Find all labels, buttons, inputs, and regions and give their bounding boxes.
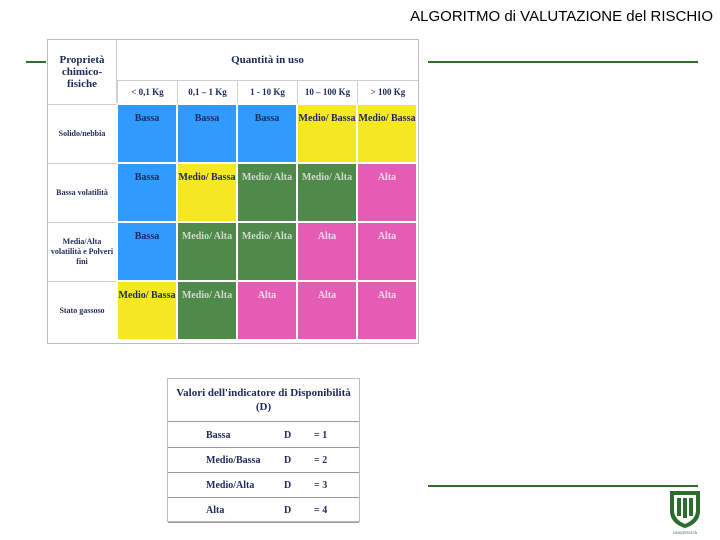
top-right-rule: [428, 61, 698, 63]
legend-row: [168, 422, 359, 448]
university-crest-icon: [668, 489, 702, 529]
quantity-col-header: 0,1 – 1 Kg: [177, 81, 237, 103]
quantity-col-header: 10 – 100 Kg: [297, 81, 357, 103]
row-label: Media/Alta volatilità e Polveri fini: [48, 222, 116, 281]
matrix-cell: Alta: [357, 281, 417, 340]
legend-code: D: [284, 455, 292, 466]
quantity-header: Quantità in uso: [117, 40, 418, 81]
legend-row: [168, 472, 359, 498]
matrix-cell: Bassa: [237, 104, 297, 163]
legend-row: [168, 497, 359, 523]
property-header: Proprietà chimico-fisiche: [48, 40, 117, 103]
matrix-cell: Alta: [297, 222, 357, 281]
matrix-cell: Medio/ Alta: [297, 163, 357, 222]
bottom-right-rule: [428, 485, 698, 487]
matrix-cell: Bassa: [117, 163, 177, 222]
legend-value: = 4: [314, 505, 328, 516]
matrix-cell: Medio/ Bassa: [357, 104, 417, 163]
matrix-cell: Alta: [237, 281, 297, 340]
matrix-cell: Medio/ Alta: [177, 281, 237, 340]
matrix-cell: Medio/ Alta: [177, 222, 237, 281]
legend-value: = 3: [314, 480, 328, 491]
quantity-col-header: 1 - 10 Kg: [237, 81, 297, 103]
row-label: Bassa volatilità: [48, 163, 116, 222]
legend-level-name: Medio/Bassa: [206, 455, 261, 466]
legend-title: Valori dell'indicatore di Disponibilità (D): [168, 379, 359, 422]
matrix-cell: Bassa: [117, 104, 177, 163]
matrix-cell: Medio/ Alta: [237, 163, 297, 222]
legend-code: D: [284, 480, 292, 491]
quantity-col-header: > 100 Kg: [357, 81, 418, 103]
matrix-cell: Medio/ Alta: [237, 222, 297, 281]
matrix-cell: Medio/ Bassa: [117, 281, 177, 340]
matrix-cell: Medio/ Bassa: [297, 104, 357, 163]
matrix-cell: Bassa: [117, 222, 177, 281]
matrix-cell: Bassa: [177, 104, 237, 163]
slide-title: ALGORITMO di VALUTAZIONE del RISCHIO: [410, 8, 713, 25]
legend-level-name: Bassa: [206, 430, 231, 441]
matrix-cell: Medio/ Bassa: [177, 163, 237, 222]
legend-value: = 2: [314, 455, 328, 466]
matrix-cell: Alta: [357, 163, 417, 222]
legend-value: = 1: [314, 430, 328, 441]
legend-level-name: Medio/Alta: [206, 480, 255, 491]
legend-level-name: Alta: [206, 505, 225, 516]
quantity-col-header: < 0,1 Kg: [117, 81, 177, 103]
availability-legend: [167, 378, 360, 522]
legend-code: D: [284, 430, 292, 441]
matrix-cell: Alta: [297, 281, 357, 340]
row-label: Solido/nebbia: [48, 104, 116, 163]
row-label: Stato gassoso: [48, 281, 116, 340]
matrix-cell: Alta: [357, 222, 417, 281]
risk-matrix: [47, 39, 419, 344]
legend-code: D: [284, 505, 292, 516]
legend-row: [168, 447, 359, 473]
logo-caption: UNIVERSITÀ: [672, 530, 697, 535]
left-rule: [26, 61, 46, 63]
